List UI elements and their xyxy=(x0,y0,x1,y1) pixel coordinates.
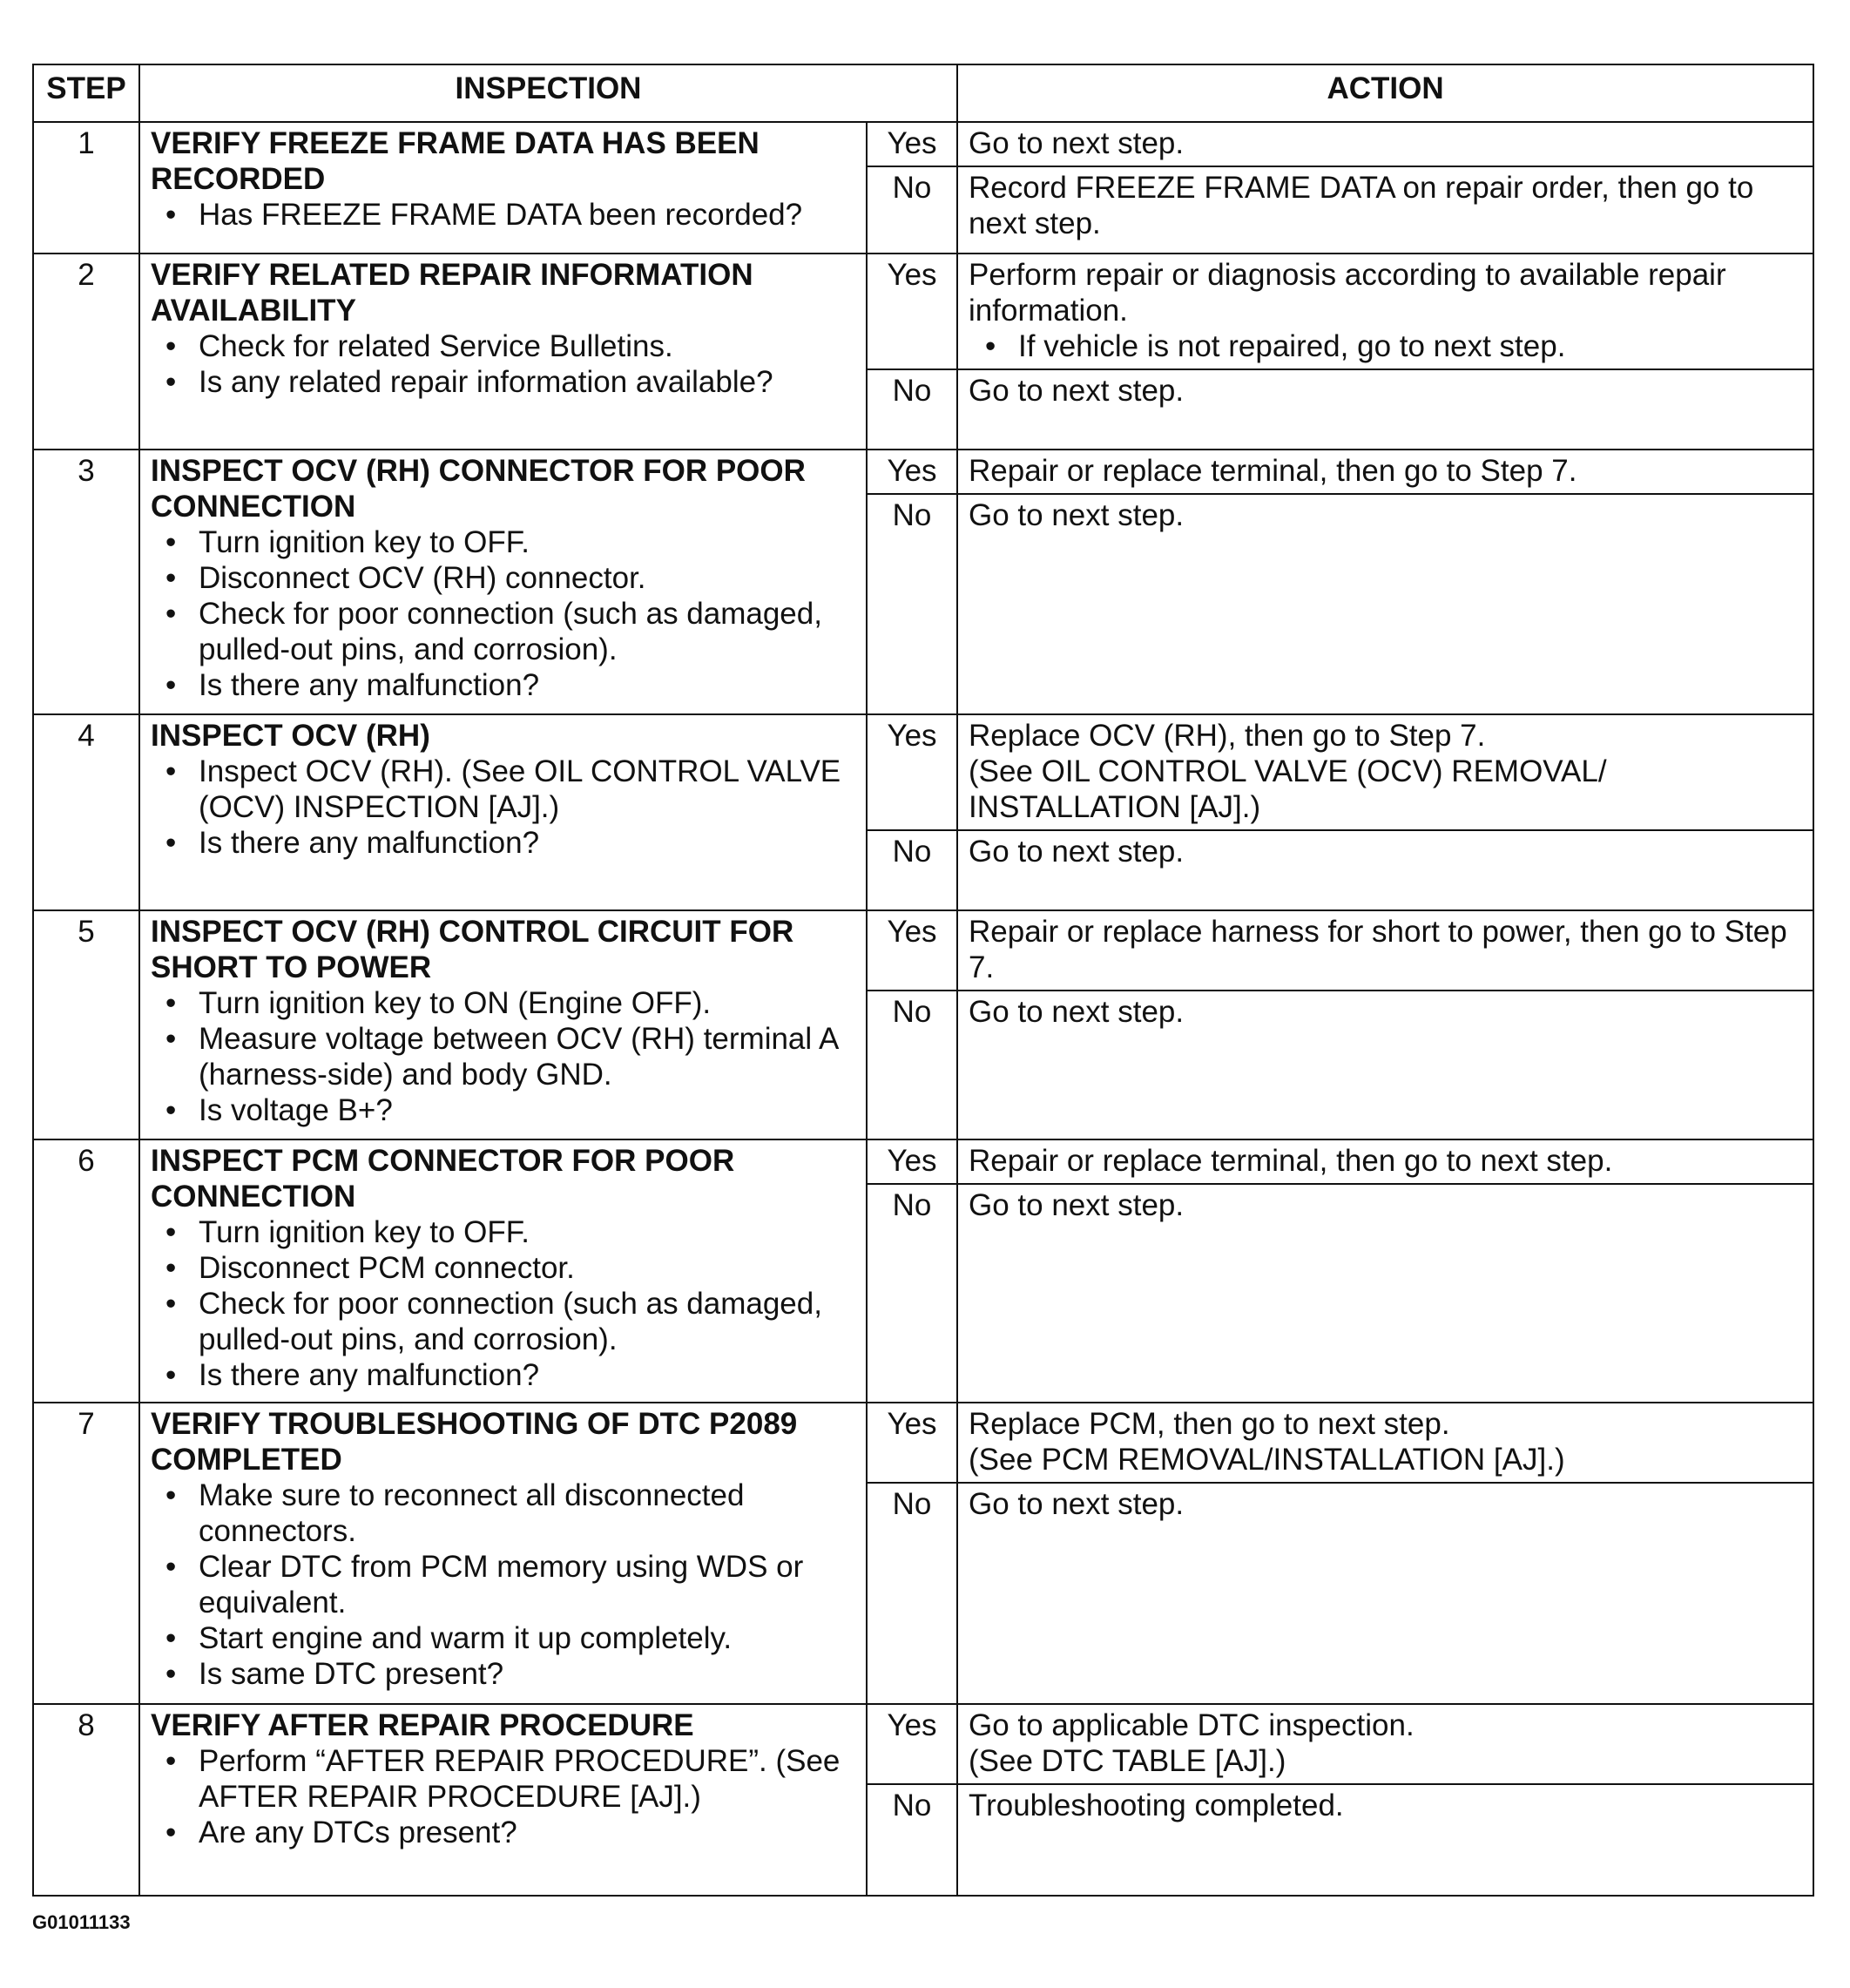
yes-label: Yes xyxy=(867,1403,957,1483)
no-action xyxy=(957,494,1813,714)
inspection-bullet: • Check for poor connection (such as damaged, pulled-out pins, and corrosion). xyxy=(199,1286,855,1357)
inspection-cell xyxy=(139,1139,867,1403)
inspection-bullet: • Turn ignition key to ON (Engine OFF). xyxy=(199,985,855,1021)
action-header: ACTION xyxy=(957,64,1813,122)
inspection-title: VERIFY RELATED REPAIR INFORMATION AVAILABILITY xyxy=(151,258,753,328)
yes-label: Yes xyxy=(867,1139,957,1184)
no-action-text: Go to next step. xyxy=(969,498,1185,532)
inspection-title: INSPECT PCM CONNECTOR FOR POOR CONNECTION xyxy=(151,1144,735,1214)
step-row-2 xyxy=(33,254,1813,369)
inspection-bullet: • Is there any malfunction? xyxy=(199,825,855,861)
no-action xyxy=(957,1784,1813,1896)
inspection-bullet: • Disconnect PCM connector. xyxy=(199,1250,855,1286)
no-action xyxy=(957,166,1813,254)
yes-action xyxy=(957,1139,1813,1184)
inspection-bullet: • Measure voltage between OCV (RH) terminal A (harness-side) and body GND. xyxy=(199,1021,855,1092)
step-number: 4 xyxy=(33,714,139,910)
inspection-bullet: • Are any DTCs present? xyxy=(199,1815,855,1850)
inspection-bullet-list xyxy=(151,985,855,1128)
step-number: 2 xyxy=(33,254,139,450)
yes-label: Yes xyxy=(867,450,957,494)
inspection-bullet: • Check for related Service Bulletins. xyxy=(199,328,855,364)
no-action-text: Go to next step. xyxy=(969,1487,1185,1521)
inspection-bullet-list xyxy=(151,1214,855,1393)
diagnostic-table xyxy=(32,64,1814,1897)
inspection-cell xyxy=(139,714,867,910)
no-action xyxy=(957,991,1813,1139)
inspection-bullet-list xyxy=(151,754,855,861)
inspection-cell xyxy=(139,910,867,1139)
inspection-bullet: • Is there any malfunction? xyxy=(199,667,855,703)
inspection-bullet: • Check for poor connection (such as damaged, pulled-out pins, and corrosion). xyxy=(199,596,855,667)
no-label: No xyxy=(867,1184,957,1403)
no-label: No xyxy=(867,369,957,450)
inspection-bullet: • Make sure to reconnect all disconnected connectors. xyxy=(199,1477,855,1549)
step-number: 6 xyxy=(33,1139,139,1403)
inspection-bullet-list xyxy=(151,197,855,233)
inspection-title: INSPECT OCV (RH) CONNECTOR FOR POOR CONNECTION xyxy=(151,454,806,524)
no-action xyxy=(957,1483,1813,1704)
yes-action-text: Perform repair or diagnosis according to available repair information. xyxy=(969,258,1726,328)
step-row-5 xyxy=(33,910,1813,991)
inspection-bullet: • Turn ignition key to OFF. xyxy=(199,1214,855,1250)
step-row-8 xyxy=(33,1704,1813,1784)
yes-action-bullet: • If vehicle is not repaired, go to next step. xyxy=(1018,328,1802,364)
inspection-bullet-list xyxy=(151,328,855,400)
inspection-bullet: • Is voltage B+? xyxy=(199,1092,855,1128)
inspection-bullet: • Disconnect OCV (RH) connector. xyxy=(199,560,855,596)
step-row-6 xyxy=(33,1139,1813,1184)
step-number: 7 xyxy=(33,1403,139,1704)
no-action-text: Go to next step. xyxy=(969,1188,1185,1222)
yes-label: Yes xyxy=(867,1704,957,1784)
inspection-bullet: • Is same DTC present? xyxy=(199,1656,855,1692)
yes-action-text: (See DTC TABLE [AJ].) xyxy=(969,1744,1286,1778)
no-label: No xyxy=(867,830,957,910)
no-action-text: Go to next step. xyxy=(969,835,1185,869)
step-header: STEP xyxy=(33,64,139,122)
inspection-title: VERIFY FREEZE FRAME DATA HAS BEEN RECORDED xyxy=(151,126,760,196)
step-row-4 xyxy=(33,714,1813,830)
inspection-bullet: • Turn ignition key to OFF. xyxy=(199,524,855,560)
yes-label: Yes xyxy=(867,714,957,830)
inspection-bullet-list xyxy=(151,524,855,703)
no-action-text: Go to next step. xyxy=(969,374,1185,408)
step-number: 1 xyxy=(33,122,139,254)
yes-action xyxy=(957,450,1813,494)
inspection-header: INSPECTION xyxy=(139,64,957,122)
no-label: No xyxy=(867,991,957,1139)
inspection-bullet: • Has FREEZE FRAME DATA been recorded? xyxy=(199,197,855,233)
yes-action-text: Repair or replace terminal, then go to next step. xyxy=(969,1144,1613,1178)
no-action xyxy=(957,369,1813,450)
inspection-bullet: • Is any related repair information available? xyxy=(199,364,855,400)
no-action-text: Go to next step. xyxy=(969,995,1185,1029)
figure-code: G01011133 xyxy=(32,1911,131,1933)
yes-label: Yes xyxy=(867,254,957,369)
inspection-cell xyxy=(139,450,867,714)
yes-action-text: Replace OCV (RH), then go to Step 7. xyxy=(969,719,1486,753)
inspection-bullet: • Is there any malfunction? xyxy=(199,1357,855,1393)
yes-action-text: (See PCM REMOVAL/INSTALLATION [AJ].) xyxy=(969,1443,1565,1477)
yes-label: Yes xyxy=(867,122,957,166)
inspection-bullet: • Clear DTC from PCM memory using WDS or equivalent. xyxy=(199,1549,855,1620)
yes-action-bullet-list xyxy=(969,328,1802,364)
yes-action-text: (See OIL CONTROL VALVE (OCV) REMOVAL/ INSTALLATION [AJ].) xyxy=(969,754,1607,824)
yes-action-text: Go to applicable DTC inspection. xyxy=(969,1708,1415,1742)
step-row-7 xyxy=(33,1403,1813,1483)
inspection-cell xyxy=(139,1403,867,1704)
yes-label: Yes xyxy=(867,910,957,991)
header-row xyxy=(33,64,1813,122)
no-action xyxy=(957,830,1813,910)
step-number: 8 xyxy=(33,1704,139,1896)
inspection-bullet: • Start engine and warm it up completely. xyxy=(199,1620,855,1656)
inspection-title: INSPECT OCV (RH) CONTROL CIRCUIT FOR SHORT TO POWER xyxy=(151,915,794,984)
no-action-text: Troubleshooting completed. xyxy=(969,1789,1344,1822)
yes-action xyxy=(957,714,1813,830)
step-row-3 xyxy=(33,450,1813,494)
step-number: 3 xyxy=(33,450,139,714)
yes-action-text: Replace PCM, then go to next step. xyxy=(969,1407,1450,1441)
no-action-text: Record FREEZE FRAME DATA on repair order, then go to next step. xyxy=(969,171,1754,240)
inspection-bullet-list xyxy=(151,1743,855,1850)
no-label: No xyxy=(867,166,957,254)
yes-action xyxy=(957,122,1813,166)
inspection-title: VERIFY AFTER REPAIR PROCEDURE xyxy=(151,1708,694,1742)
yes-action-text: Repair or replace harness for short to power, then go to Step 7. xyxy=(969,915,1787,984)
inspection-cell xyxy=(139,122,867,254)
yes-action xyxy=(957,1704,1813,1784)
inspection-cell xyxy=(139,254,867,450)
inspection-bullet: • Inspect OCV (RH). (See OIL CONTROL VALVE (OCV) INSPECTION [AJ].) xyxy=(199,754,855,825)
yes-action xyxy=(957,254,1813,369)
inspection-bullet-list xyxy=(151,1477,855,1692)
no-action xyxy=(957,1184,1813,1403)
yes-action-text: Go to next step. xyxy=(969,126,1185,160)
yes-action-text: Repair or replace terminal, then go to Step 7. xyxy=(969,454,1577,488)
no-label: No xyxy=(867,1784,957,1896)
inspection-bullet: • Perform “AFTER REPAIR PROCEDURE”. (See AFTER REPAIR PROCEDURE [AJ].) xyxy=(199,1743,855,1815)
diagnostic-procedure xyxy=(32,64,1813,1897)
yes-action xyxy=(957,1403,1813,1483)
step-row-1 xyxy=(33,122,1813,166)
inspection-title: INSPECT OCV (RH) xyxy=(151,719,430,753)
no-label: No xyxy=(867,494,957,714)
inspection-title: VERIFY TROUBLESHOOTING OF DTC P2089 COMPLETED xyxy=(151,1407,798,1477)
no-label: No xyxy=(867,1483,957,1704)
step-number: 5 xyxy=(33,910,139,1139)
inspection-cell xyxy=(139,1704,867,1896)
yes-action xyxy=(957,910,1813,991)
